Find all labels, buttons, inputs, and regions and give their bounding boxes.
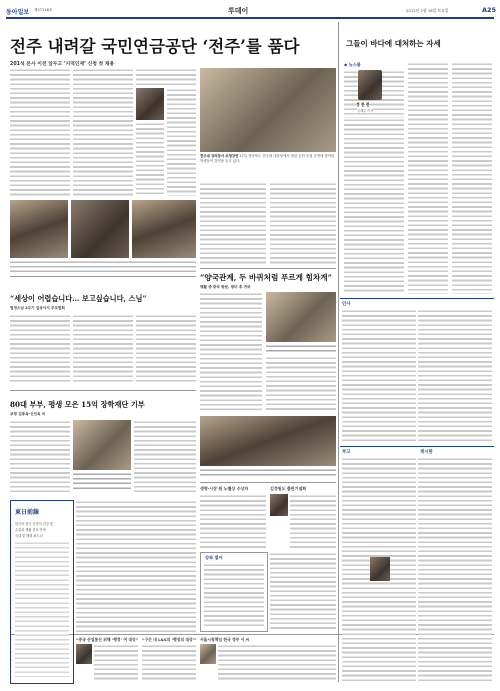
middle-story-rule [200,268,336,269]
middle-headline: “양국관계, 두 바퀴처럼 푸르게 힘차게” [200,273,332,282]
main-story-text-col1 [10,68,70,196]
main-story-text-col3b [167,88,196,196]
lecture-box-title: 강좌 열어 [205,555,223,560]
column-title: 그들이 바다에 대처하는 자세 [346,39,441,48]
audience-photo-3 [132,200,196,258]
bottom-story2-rule [10,390,196,391]
diplomats-caption [266,344,336,354]
main-story-text-col3 [136,68,196,86]
bottom-row-text-0 [76,500,196,632]
page-number: A25 [482,6,497,14]
author-name: 정 한 한 [356,102,370,107]
middle-text-b [270,182,336,264]
personnel-text-1 [342,309,416,441]
middle-story-text-1 [200,292,262,412]
column-body-3 [344,118,404,294]
bottom-story2-text-1 [10,420,70,492]
event-title: 게시판 [420,450,433,455]
paper-name: 동아일보 [6,9,30,16]
lecture-hall-photo [200,68,336,152]
bottom-portrait-1 [76,644,92,664]
lecture-box-text [204,563,264,627]
main-story-text-col2 [73,68,133,196]
bottom-portrait-2 [200,644,216,664]
side-caption [200,154,336,180]
small-head-4: 서울시청책임 한국 정부 이 씨 [200,637,250,642]
column-tag: ◆ 뉴스룸 [344,62,361,67]
small-head-2: 김정원도 출판기념회 [270,486,307,491]
section-title: 투데이 [228,7,249,15]
diplomats-photo [266,292,336,342]
couple-caption [73,472,131,492]
obituary-title: 부고 [342,450,351,455]
small-portrait [270,494,288,516]
middle-story-text-2 [266,356,336,412]
small-head-1: 생명·시장 원 노벨상 수상자 [200,486,249,491]
main-story-text-col3c [136,122,164,196]
bottom-story1-text-3 [136,314,196,384]
small-head-3: “중국 산업통신 위해 ‘행정’ 여 대상” [76,637,139,642]
group-photo [200,416,336,466]
middle-subhead: 맹활 중 중국 방문, 방미 후 귀국 [200,285,251,289]
audience-photo-1 [10,200,68,258]
personnel-box [340,298,494,443]
ad-line-2: 수출과 생활 진로 안정 [15,528,46,532]
column-body-2 [452,62,492,294]
lecture-box [200,552,268,632]
obituary-portrait [370,557,390,581]
side-caption-title: 전주대 강의장서 초청강연 [200,154,239,158]
main-headline: 전주 내려갈 국민연금공단 ‘전주’를 품다 [10,37,300,56]
bottom-story1-rule [10,276,196,277]
photo-caption-row [10,260,196,274]
author-photo [358,70,382,100]
side-caption-text: 17일 전라북도 전주대 대강당에서 열린 공단 초청 강연에 참석한 학생들이 강연을 듣고 있다. [200,154,335,163]
author-role: 국제부 기자 [357,109,374,113]
audience-photo-2 [71,200,129,258]
couple-photo [73,420,131,470]
issue-number: 제27116호 [34,8,53,12]
bottom-story1-text-2 [73,314,133,384]
bottom-story2-text-3 [134,420,196,492]
column-box [340,22,494,296]
bottom-story2-headline: 80대 부부, 평생 모은 15억 장학재단 기부 [10,400,145,409]
small-text-2 [290,494,336,550]
bottom-story1-headline: “세상이 어렵습니다… 보고싶습니다, 스님” [10,294,147,303]
ad-text [15,541,69,677]
middle-text-a [200,182,266,264]
small-text-1 [200,494,266,550]
column-body-1 [408,62,448,294]
column-divider [338,22,339,682]
bottom-story1-text-1 [10,314,70,384]
obituary-box [340,446,494,683]
personnel-text-2 [418,309,492,441]
personnel-title: 인사 [342,302,351,307]
issue-date: 2012년 2월 18일 토요일 [406,8,449,13]
masthead-rule [6,17,494,19]
obituary-text-2 [418,457,492,681]
small-text-3 [270,552,336,630]
masthead [6,6,497,16]
ad-line-1: 한국의 한국 국민의 건강 및 [15,522,53,526]
ad-box [10,500,74,684]
bottom-row-text-2 [142,644,196,682]
bottom-story1-subhead: 법정스님 2주기 길상사서 추모법회 [10,306,65,310]
bottom-row-text-3 [218,644,336,682]
bottom-row-text-1 [94,644,138,682]
small-news-rule [200,482,336,483]
small-head-5: “구간 내 L&S의 ‘행장의 대상’” [142,637,197,642]
ad-brand: 東日前線 [15,509,40,516]
bottom-story2-subhead: 보령 김종옥-신인옥 씨 [10,412,46,416]
portrait-photo [136,88,164,120]
group-photo-caption [200,468,336,478]
main-subhead: 201석 본사 이전 앞두고 ‘지역인재’ 신청 첫 채용 [10,62,115,67]
ad-line-3: 국내 및 해외 파트너 [15,534,43,538]
